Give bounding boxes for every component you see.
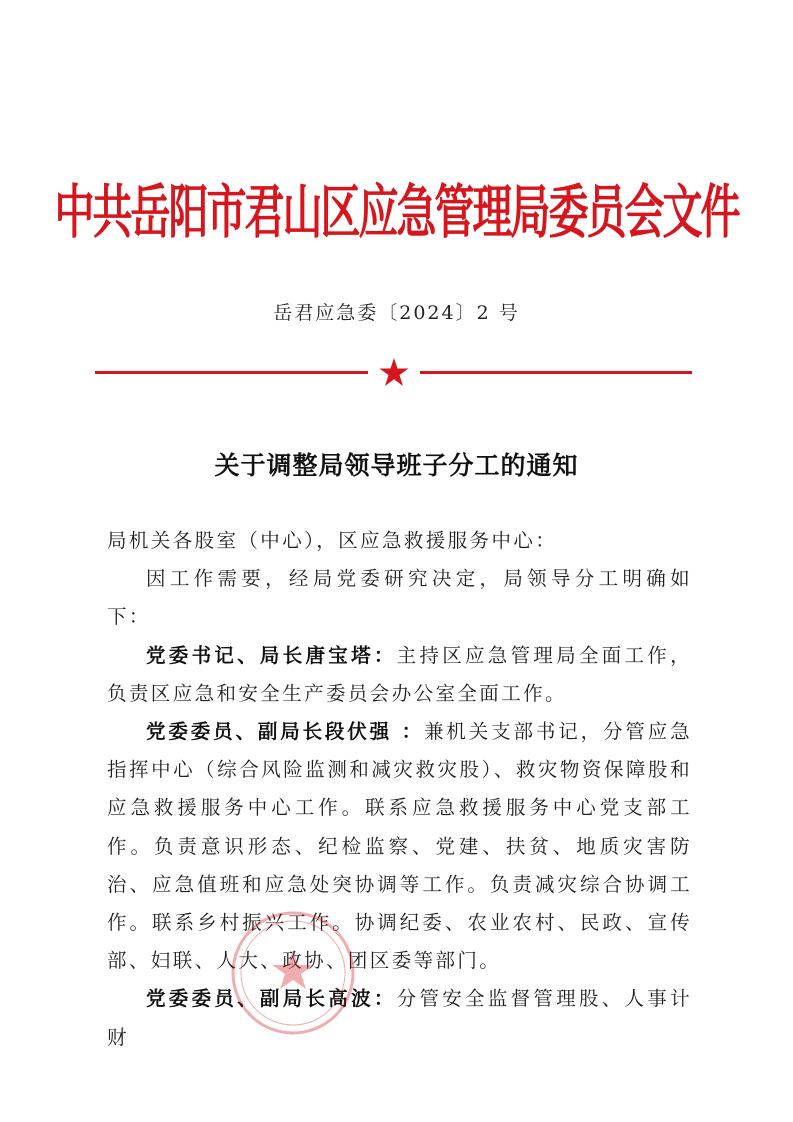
document-number: 岳君应急委〔2024〕2 号: [273, 302, 520, 324]
intro-paragraph: 因工作需要，经局党委研究决定，局领导分工明确如下：: [107, 567, 692, 629]
document-title: 关于调整局领导班子分工的通知: [214, 451, 579, 480]
star-icon: [378, 357, 410, 389]
role-label: 党委委员、副局长段伏强 ：: [146, 720, 425, 744]
divider-line-left: [95, 371, 368, 374]
role-label: 党委书记、局长唐宝塔：: [146, 643, 397, 667]
document-header-title: 中共岳阳市君山区应急管理局委员会文件: [54, 179, 739, 247]
duty-text: 兼机关支部书记，分管应急指挥中心（综合风险监测和减灾救灾股）、救灾物资保障股和应急救援服务中心工作。联系应急救援服务中心党支部工作。负责意识形态、纪检监察、党建、扶贫、地质灾害防治、应急值班和应急处突协调等工作。负责减灾综合协调工作。联系乡村振兴工作。协调纪委、农业农村、民政、宣传部、妇联、人大、政协、团区委等部门。: [107, 720, 692, 973]
duty-paragraph: [107, 713, 692, 980]
duty-text: 主持区应急管理局全面工作，负责区应急和安全生产委员会办公室全面工作。: [107, 643, 692, 705]
salutation: 局机关各股室（中心），区应急救援服务中心：: [107, 529, 558, 552]
role-label: 党委委员、副局长高波：: [146, 987, 397, 1011]
duty-paragraph: [107, 980, 692, 1056]
duty-paragraph: [107, 637, 692, 713]
document-body: [107, 522, 692, 1057]
header-divider: [95, 361, 692, 385]
official-seal-icon: [228, 908, 358, 1038]
divider-line-right: [420, 371, 692, 374]
duty-text: 分管安全监督管理股、人事计财: [107, 987, 692, 1049]
